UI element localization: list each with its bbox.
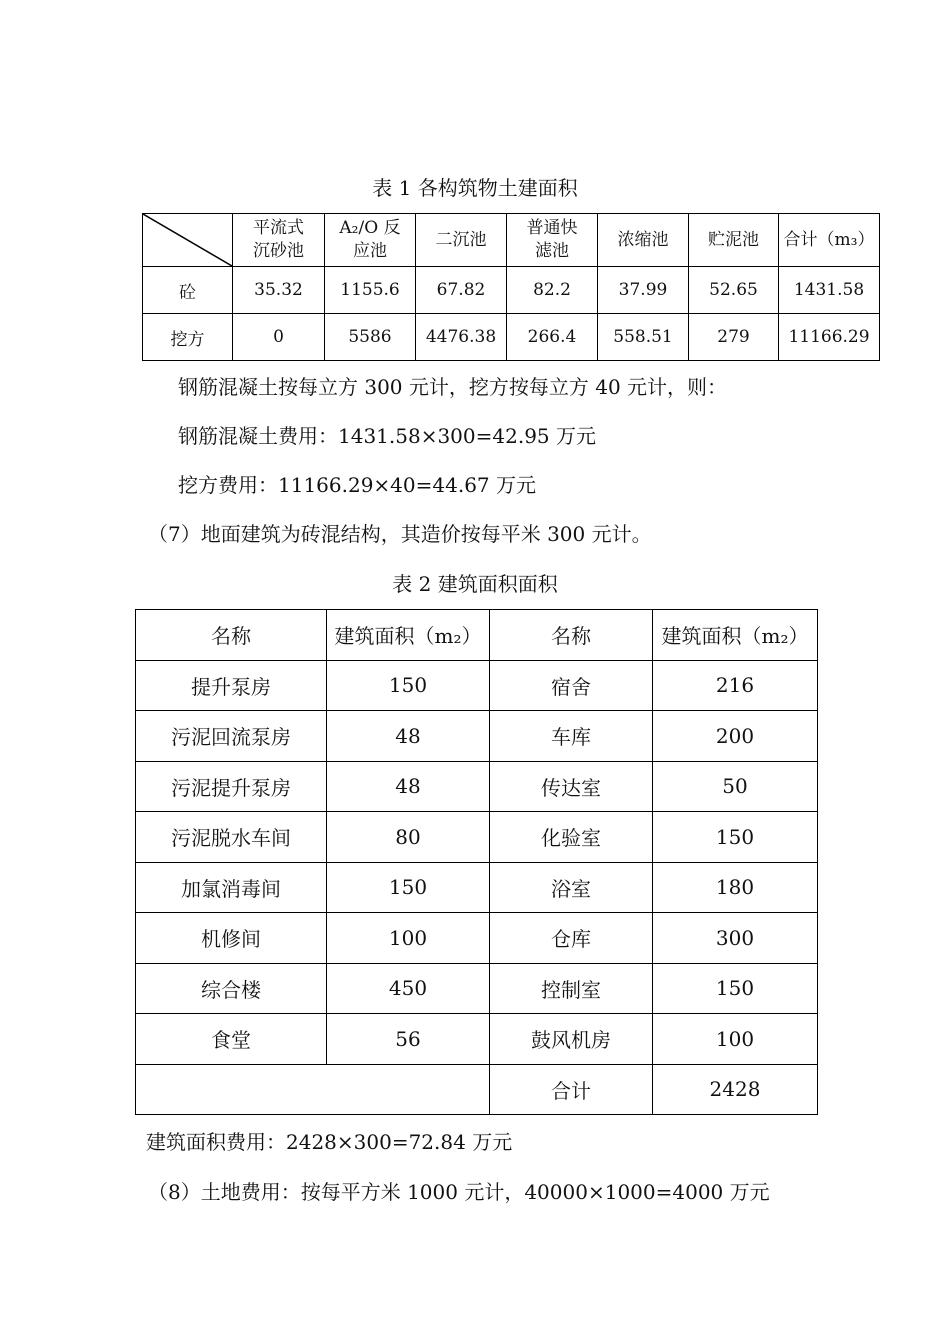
table-row	[136, 711, 818, 762]
table-cell: 污泥回流泵房	[136, 711, 327, 762]
total-value: 2428	[653, 1064, 818, 1115]
table-cell: 鼓风机房	[490, 1014, 653, 1065]
diagonal-header-cell	[143, 214, 233, 267]
table-cell: 48	[327, 761, 490, 812]
header-cell: 浓缩池	[598, 214, 689, 267]
table-row	[136, 660, 818, 711]
paragraph-building-cost: 建筑面积费用：2428×300=72.84 万元	[146, 1130, 513, 1154]
table-cell: 浴室	[490, 862, 653, 913]
table-cell: 1155.6	[325, 267, 416, 314]
header-cell: 平流式 沉砂池	[233, 214, 325, 267]
table-cell: 车库	[490, 711, 653, 762]
table-cell: 150	[653, 963, 818, 1014]
table-cell: 266.4	[507, 314, 598, 361]
table-cell: 150	[327, 862, 490, 913]
table-cell: 150	[653, 812, 818, 863]
header-cell: 名称	[490, 610, 653, 661]
table-row	[136, 812, 818, 863]
paragraph-item-7: （7）地面建筑为砖混结构，其造价按每平米 300 元计。	[148, 522, 652, 546]
paragraph-excavation-cost: 挖方费用：11166.29×40=44.67 万元	[178, 473, 537, 497]
table-cell: 食堂	[136, 1014, 327, 1065]
table-row	[136, 1014, 818, 1065]
table-cell: 67.82	[416, 267, 507, 314]
empty-cell	[136, 1064, 490, 1115]
header-cell: 名称	[136, 610, 327, 661]
header-cell: 二沉池	[416, 214, 507, 267]
table-cell: 35.32	[233, 267, 325, 314]
table-cell: 150	[327, 660, 490, 711]
table-cell: 82.2	[507, 267, 598, 314]
table-cell: 机修间	[136, 913, 327, 964]
table-cell: 化验室	[490, 812, 653, 863]
table-cell: 污泥脱水车间	[136, 812, 327, 863]
table-cell: 80	[327, 812, 490, 863]
table-cell: 1431.58	[779, 267, 880, 314]
table-row	[136, 761, 818, 812]
table-cell: 污泥提升泵房	[136, 761, 327, 812]
table-row	[136, 963, 818, 1014]
table-cell: 279	[689, 314, 779, 361]
table-cell: 100	[327, 913, 490, 964]
table-cell: 传达室	[490, 761, 653, 812]
table-header-row	[143, 214, 880, 267]
table-cell: 200	[653, 711, 818, 762]
table-cell: 300	[653, 913, 818, 964]
row-label: 挖方	[143, 314, 233, 361]
paragraph-item-8: （8）土地费用：按每平方米 1000 元计，40000×1000=4000 万元	[148, 1180, 770, 1204]
row-label: 砼	[143, 267, 233, 314]
table-row	[136, 862, 818, 913]
table-row	[143, 267, 880, 314]
table-cell: 450	[327, 963, 490, 1014]
paragraph-unit-prices: 钢筋混凝土按每立方 300 元计，挖方按每立方 40 元计，则：	[178, 375, 728, 399]
table-cell: 仓库	[490, 913, 653, 964]
header-cell: 普通快 滤池	[507, 214, 598, 267]
building-area-table	[135, 609, 818, 1115]
table-header-row	[136, 610, 818, 661]
table-cell: 48	[327, 711, 490, 762]
header-cell: 建筑面积（m₂）	[653, 610, 818, 661]
table-cell: 5586	[325, 314, 416, 361]
table-cell: 52.65	[689, 267, 779, 314]
total-label: 合计	[490, 1064, 653, 1115]
table1-caption: 表 1 各构筑物土建面积	[372, 176, 578, 200]
table-cell: 50	[653, 761, 818, 812]
paragraph-concrete-cost: 钢筋混凝土费用：1431.58×300=42.95 万元	[178, 424, 597, 448]
structure-area-table	[142, 213, 880, 361]
table-cell: 综合楼	[136, 963, 327, 1014]
table2-caption: 表 2 建筑面积面积	[392, 572, 558, 596]
table-row	[136, 913, 818, 964]
table-cell: 控制室	[490, 963, 653, 1014]
table-cell: 37.99	[598, 267, 689, 314]
table-cell: 180	[653, 862, 818, 913]
table-cell: 4476.38	[416, 314, 507, 361]
table-cell: 加氯消毒间	[136, 862, 327, 913]
table-cell: 56	[327, 1014, 490, 1065]
table-cell: 11166.29	[779, 314, 880, 361]
header-cell: 合计（m₃）	[779, 214, 880, 267]
table-cell: 0	[233, 314, 325, 361]
header-cell: A₂/O 反 应池	[325, 214, 416, 267]
table-cell: 216	[653, 660, 818, 711]
total-row	[136, 1064, 818, 1115]
table-cell: 100	[653, 1014, 818, 1065]
table-cell: 提升泵房	[136, 660, 327, 711]
header-cell: 建筑面积（m₂）	[327, 610, 490, 661]
table-row	[143, 314, 880, 361]
table-cell: 558.51	[598, 314, 689, 361]
header-cell: 贮泥池	[689, 214, 779, 267]
table-cell: 宿舍	[490, 660, 653, 711]
